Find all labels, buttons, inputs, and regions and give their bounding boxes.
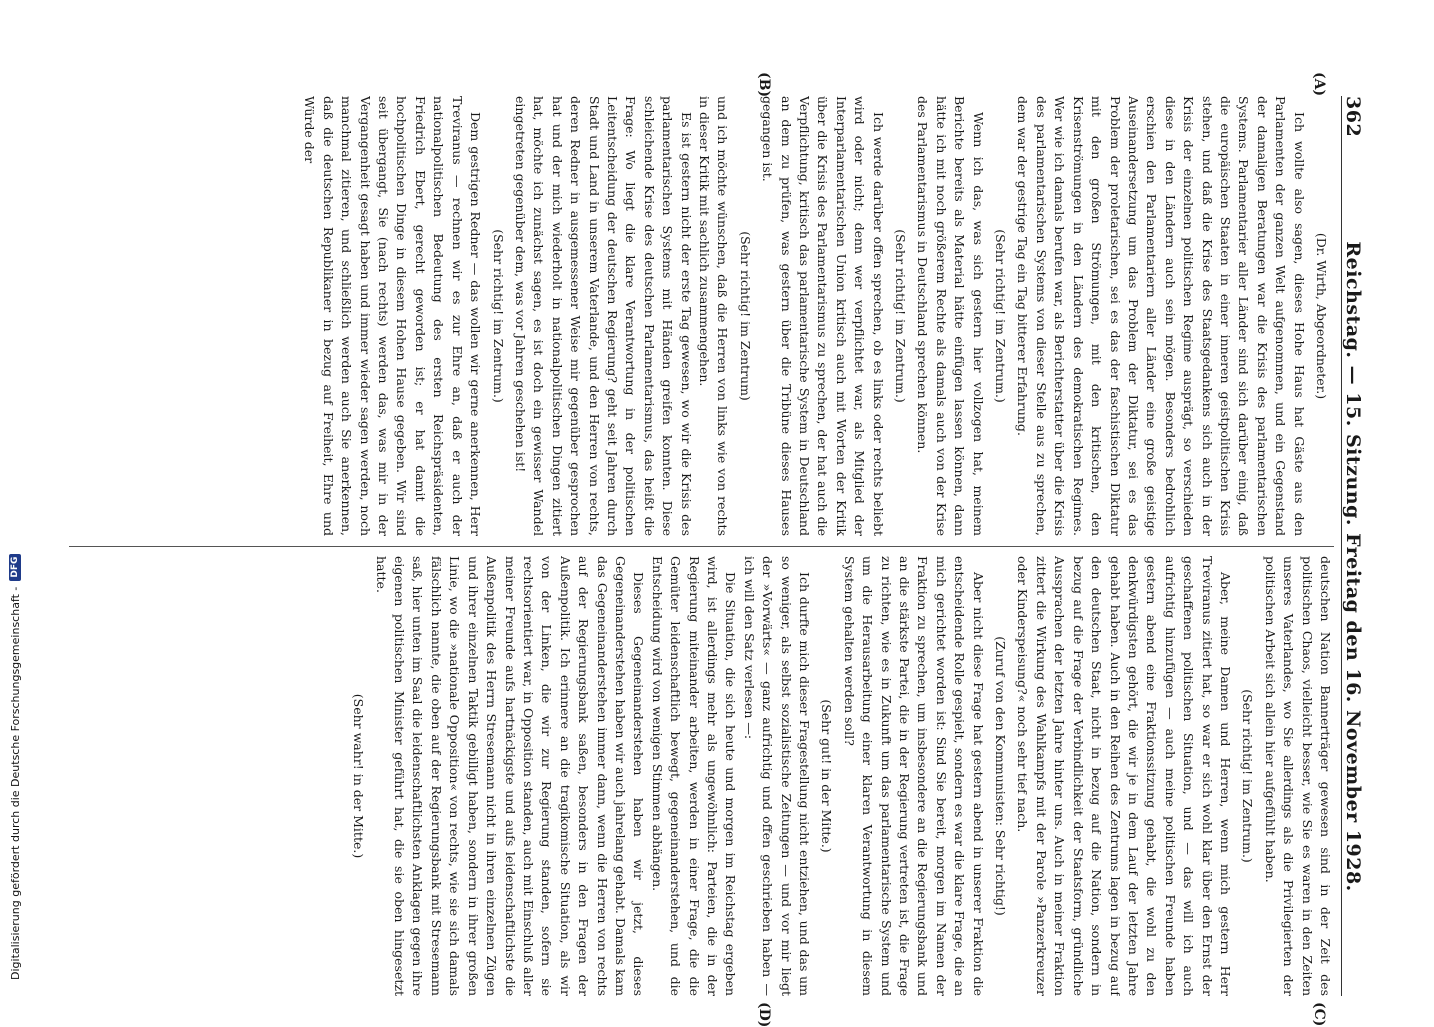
paragraph: und ich möchte wünschen, daß die Herren von links wie von rechts in dieser Kritik mit sachlich zusammengehen. [697,96,731,536]
right-column [54,556,1334,996]
paragraph: Ich wollte also sagen, dieses Hohe Haus hat Gäste aus den Parlamenten der ganzen Welt aufgenommen, und ein Gegenstand der damaligen Beratungen war die Krisis des parlamentarischen Systems. Parlamentarier aller Länder sind sich darüber einig, daß die europäischen Staaten in einer inneren geistpolitischen Krisis stehen, und daß die Krise des Staatsgedankens sich auch in der Krisis der einzelnen politischen Regime ausprägt, so verschieden diese in den Ländern auch sein mögen. Besonders bedrohlich erschien den Parlamentariern aller Länder eine große geistige Auseinandersetzung um das Problem der Diktatur, sei es das Problem der proletarischen, sei es das der faschistischen Diktatur mit den großen Strömungen, mit den kritischen, den Krisenströmungen in den Ländern des demokratischen Regimes. Wer wie ich damals berufen war, als Berichterstatter über die Krisis des parlamentarischen Systems von dieser Stelle aus zu sprechen, dem war der gestrige Tag ein Tag bitterer Erfahrung. [1015,96,1307,536]
left-column [54,96,1334,536]
interjection: (Sehr richtig! im Zentrum.) [490,229,506,403]
interjection: (Sehr richtig! im Zentrum.) [993,229,1009,403]
digitization-credit [0,0,30,1000]
paragraph: Wenn ich das, was sich gestern hier vollzogen hat, meinem Berichte bereits als Material hätte einfügen lassen können, dann hätte ich mit noch größerem Rechte als damals auch von der Krise des Parlamentarismus in Deutschland sprechen können. [915,96,986,536]
paragraph: Ich werde darüber offen sprechen, ob es links oder rechts beliebt wird oder nicht; denn wer verpflichtet war, als Mitglied der Interparlamentarischen Union kritisch auch mit Worten der Kritik über die Krisis des Parlamentarismus zu sprechen, der hat auch die Verpflichtung, kritisch das parlamentarische System in Deutschland an dem zu prüfen, was gestern über die Tribüne dieses Hauses gegangen ist. [760,96,886,536]
paragraph: Ich durfte mich dieser Fragestellung nicht entziehen, und das um so weniger, als selbst sozialistische Zeitungen — und vor mir liegt der »Vorwärts« — ganz aufrichtig und offen geschrieben haben — ich will den Satz verlesen —: [741,556,813,996]
page-header [1341,96,1372,996]
margin-marker-c: (C) [1311,1002,1327,1027]
paragraph: deutschen Nation Bannerträger gewesen sind in der Zeit des politischen Chaos, vielleicht besser, wie Sie es waren in den Zeiten unseres Vaterlandes, wo Sie allerdings als die Privilegierten der politischen Arbeit sich allein hier aufgefühlt haben. [1262,556,1333,996]
quoted-passage: Die Situation, die sich heute und morgen im Reichstag ergeben wird, ist allerdings mehr als ungewöhnlich: Parteien, die in der Regierung miteinander arbeiten, werden in einer Frage, die die Gemüter leidenschaftlich bewegt, gegeneinanderstehen, und die Entscheidung wird von wenigen Stimmen abhängen. [649,556,739,996]
paragraph: Dem gestrigen Redner — das wollen wir gerne anerkennen, Herr Treviranus — rechnen wir es zur Ehre an, daß er auch der nationalpolitischen Bedeutung des ersten Reichspräsidenten, Friedrich Ebert, gerecht geworden ist; er hat damit die hochpolitischen Dinge in diesem Hohen Hause gegeben. Wir sind seit übergangt, Sie (nach rechts) werden das, was mir in der Vergangenheit gesagt haben und immer wieder sagen werden, noch manchmal zitieren, und schließlich werden auch Sie anerkennen, daß die deutschen Republikaner in bezug auf Freiheit, Ehre und Würde der [302,96,484,536]
credit-text: Digitalisierung gefördert durch die Deutsche Forschungsgemeinschaft - [8,586,22,980]
speaker-intro: (Dr. Wirth, Abgeordneter.) [1314,232,1329,400]
page-title: Reichstag. — 15. Sitzung. Freitag den 16. November 1928. [1342,241,1364,892]
paragraph: Aber nicht diese Frage hat gestern abend in unserer Fraktion die entscheidende Rolle gespielt, sondern es war die klare Frage, die an mich gerichtet worden ist: Sind Sie bereit, morgen im Namen der Fraktion zu sprechen, um insbesondere an die Regierungsbank und an die stärkste Partei, die in der Regierung vertreten ist, die Frage zu richten, wie es in Zukunft um das parlamentarische System und um die Herausarbeitung einer klaren Verantwortung in diesem System gehalten werden soll? [841,556,986,996]
margin-marker-d: (D) [756,1002,772,1027]
interjection: (Sehr richtig! im Zentrum) [737,231,753,401]
interjection: (Sehr richtig! im Zentrum.) [1240,689,1256,863]
rotated-page [32,72,1372,1027]
paragraph: Aber, meine Damen und Herren, wenn mich gestern Herr Treviranus zitiert hat, so war er sich wohl klar über den Ernst der geschaffenen politischen Situation, und — das will ich auch aufrichtig hinzufügen — auch meine politischen Freunde haben gestern abend eine Fraktionssitzung gehabt, die wohl zu den denkwürdigsten gehört, die wir je in dem Lauf der letzten Jahre gehabt haben. Auch in den Reihen des Zentrums lagen in bezug auf den deutschen Staat, nicht in bezug auf die Nation, sondern in bezug auf die Frage der Verbindlichkeit der Staatsform, gründliche Aussprachen der letzten Jahre hinter uns. Auch in meiner Fraktion zittert die Wirkung des Wahlkampfs mit der Parole »Panzerkreuzer oder Kinderspeisung?« noch sehr tief nach. [1015,556,1233,996]
interjection: (Sehr richtig! im Zentrum.) [893,229,909,403]
margin-marker-a: (A) [1311,72,1327,97]
paragraph: Es ist gestern nicht der erste Tag gewesen, wo wir die Krisis des parlamentarischen Systems mit Händen greifen konnten. Diese schleichende Krise des deutschen Parlamentarismus, das heißt die Frage: Wo liegt die klare Verantwortung in der politischen Leitentscheidung der deutschen Regierung? geht seit Jahren durch Stadt und Land in unserem Vaterlande, und den Herren von rechts, deren Redner in ausgemessener Weise mir gegenüber gesprochen hat und der mich wiederholt in nationalpolitischen Dingen zitiert hat, möchte ich zunächst sagen, es ist doch ein gewisser Wandel eingetreten gegenüber dem, was vor Jahren geschehen ist! [512,96,694,536]
interjection: (Zuruf von den Kommunisten: Sehr richtig!) [993,636,1009,916]
column-divider [69,546,1334,547]
margin-marker-b: (B) [756,72,772,98]
page-number: 362 [1342,96,1364,138]
paragraph: Dieses Gegeneinanderstehen haben wir jetzt, dieses Gegeneinanderstehen haben wir auch jahrelang gehabt. Damals kam das Gegeneinanderstehen immer dann, wenn die Herren von rechts auf der Regierungsbank saßen, besonders in den Fragen der Außenpolitik. Ich erinnere an die tragikomische Situation, als wir von der Linken, die wir zur Regierung standen, sofern sie rechtsorientiert war, in Opposition standen, auch mit Einschluß aller meiner Freunde aufs hartnäckigste und aufs leidenschaftlichste die Außenpolitik des Herrn Stresemann nicht in ihren einzelnen Zügen und ihrer einzelnen Taktik gebilligt haben, sondern in ihrer großen Linie, wo die »nationale Opposition« von rechts, wie sie sich damals fälschlich nannte, die oben auf der Regierungsbank mit Stresemann saß, hier unten im Saal die leidenschaftlichsten Anklagen gegen ihre eigenen politischen Minister geführt hat, die sie oben hingesetzt hatte. [373,556,647,996]
interjection: (Sehr wahr! in der Mitte.) [351,693,367,859]
interjection: (Sehr gut! in der Mitte.) [819,699,835,853]
dfg-logo-icon: DFG [9,554,21,581]
